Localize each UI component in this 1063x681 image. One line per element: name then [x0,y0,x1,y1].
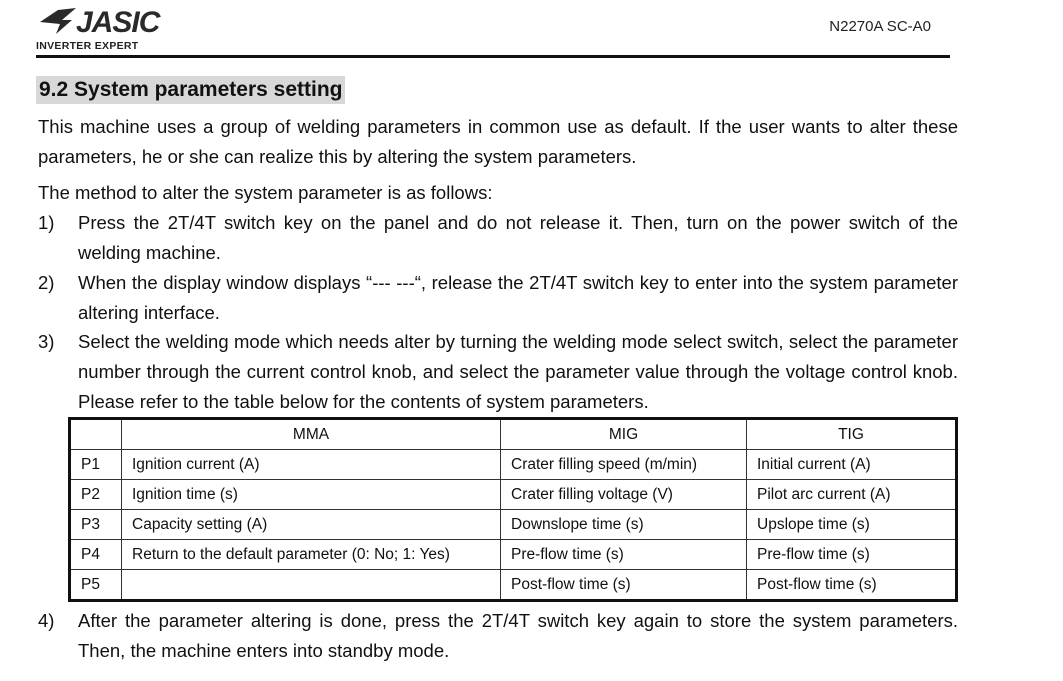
table-header-cell: MIG [501,419,747,450]
jasic-swoosh-icon [38,6,78,36]
table-cell: Pilot arc current (A) [747,480,957,510]
jasic-logo [36,4,176,52]
step-number: 3) [38,331,55,352]
step-number: 1) [38,212,55,233]
document-code: N2270A SC-A0 [829,18,931,35]
table-cell: Pre-flow time (s) [747,540,957,570]
table-cell: P3 [70,510,122,540]
step-item [38,606,958,666]
table-cell: Crater filling speed (m/min) [501,450,747,480]
table-cell: Upslope time (s) [747,510,957,540]
table-header-cell: MMA [122,419,501,450]
table-row [70,540,957,570]
table-cell: Ignition time (s) [122,480,501,510]
header-divider [36,55,950,58]
system-parameters-table [68,417,958,602]
method-intro: The method to alter the system parameter is as follows: [38,182,493,203]
table-header-cell: TIG [747,419,957,450]
step-number: 2) [38,272,55,293]
table-cell: P5 [70,570,122,601]
section-title: 9.2 System parameters setting [36,76,345,104]
table-cell: Downslope time (s) [501,510,747,540]
table-cell: Initial current (A) [747,450,957,480]
table-row [70,510,957,540]
table-cell [122,570,501,601]
table-cell: Ignition current (A) [122,450,501,480]
table-cell: Return to the default parameter (0: No; 1: Yes) [122,540,501,570]
step-text: Press the 2T/4T switch key on the panel and do not release it. Then, turn on the power switch of the welding machine. [78,212,958,263]
table-row [70,450,957,480]
table-cell: Post-flow time (s) [747,570,957,601]
step-item [38,268,958,328]
table-cell: Crater filling voltage (V) [501,480,747,510]
table-row [70,480,957,510]
table-cell: Post-flow time (s) [501,570,747,601]
step-item [38,327,958,417]
table-row [70,570,957,601]
step-item [38,208,958,268]
table-cell: Pre-flow time (s) [501,540,747,570]
intro-paragraph: This machine uses a group of welding parameters in common use as default. If the user wants to alter these parameters, he or she can realize this by altering the system parameters. [38,116,958,167]
table-cell: Capacity setting (A) [122,510,501,540]
table-cell: P1 [70,450,122,480]
logo-brand: JASIC [76,6,160,39]
table-header-row [70,419,957,450]
step-text: After the parameter altering is done, press the 2T/4T switch key again to store the system parameters. Then, the machine enters into standby mode. [78,610,958,661]
step-text: Select the welding mode which needs alter by turning the welding mode select switch, select the parameter number through the current control knob, and select the parameter value through the voltage control knob. Please refer to the table below for the contents of system parameters. [78,331,958,412]
step-number: 4) [38,610,55,631]
logo-tagline: INVERTER EXPERT [36,40,139,52]
table-header-cell [70,419,122,450]
step-text: When the display window displays “--- ---“, release the 2T/4T switch key to enter into the system parameter altering interface. [78,272,958,323]
table-cell: P4 [70,540,122,570]
page-header [36,0,951,58]
table-cell: P2 [70,480,122,510]
